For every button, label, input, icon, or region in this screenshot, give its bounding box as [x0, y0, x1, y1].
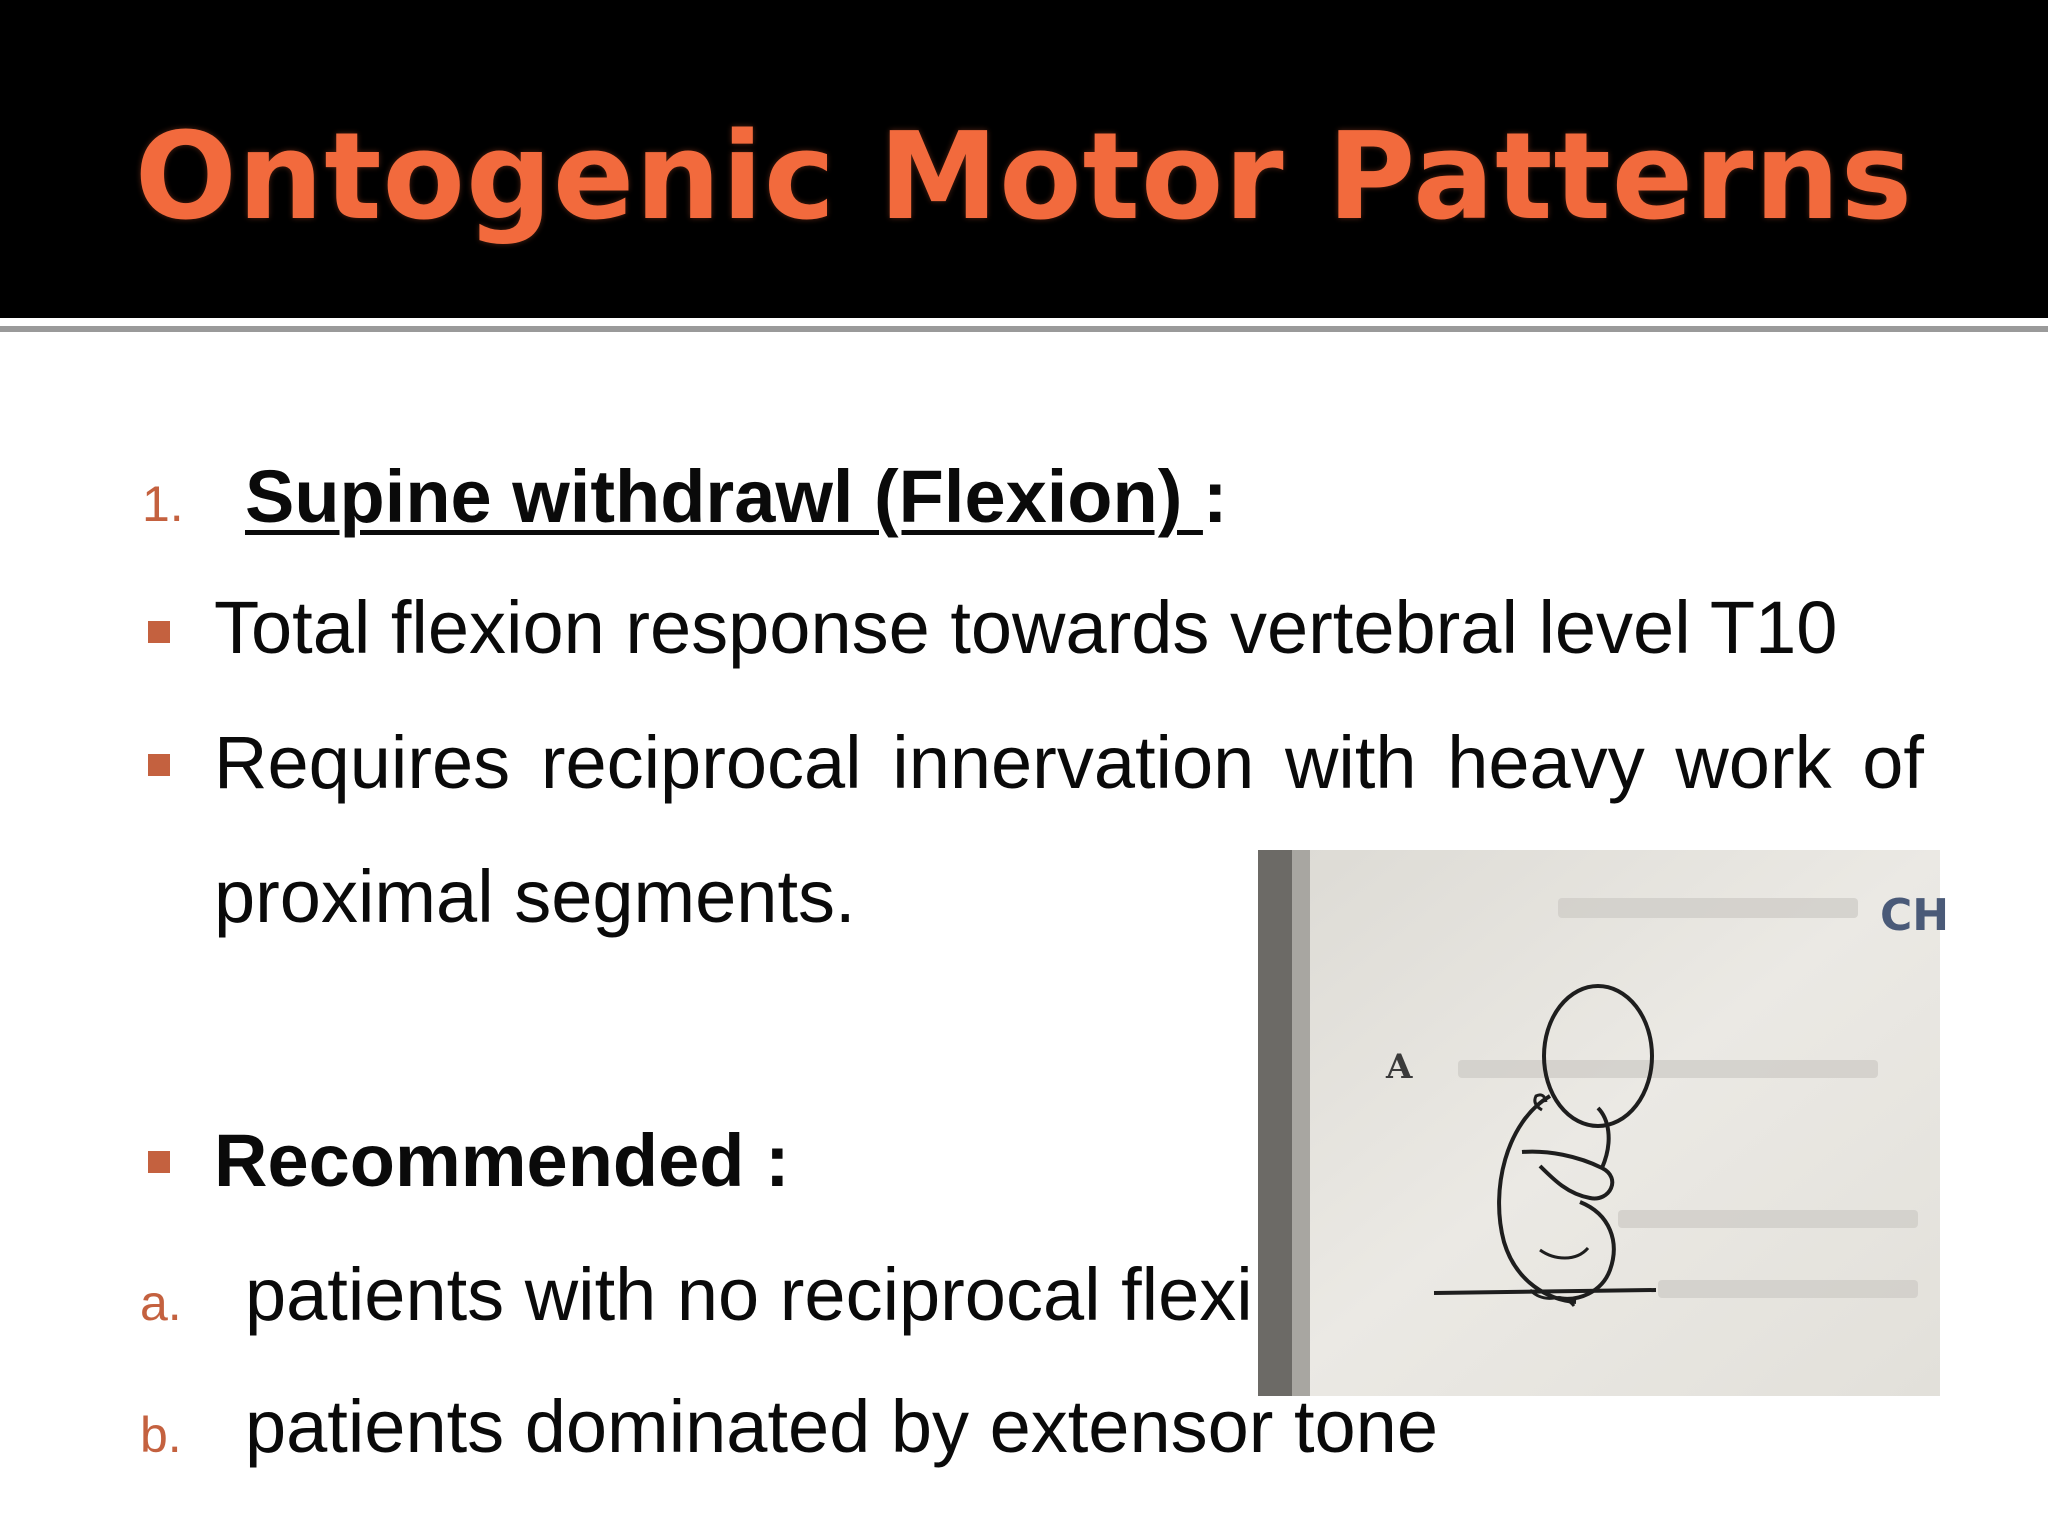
- sub-item-text: patients with no reciprocal flexi: [245, 1253, 1253, 1336]
- list-letter-marker: a.: [140, 1275, 182, 1331]
- item-heading-colon: :: [1202, 455, 1228, 538]
- bullet-text: Total flexion response towards vertebral level T10: [214, 586, 1838, 669]
- infant-flexion-drawing: [1258, 850, 1950, 1396]
- square-bullet-icon: [148, 621, 170, 643]
- slide-title: Ontogenic Motor Patterns: [134, 108, 1914, 247]
- square-bullet-icon: [148, 1151, 170, 1173]
- sub-item-text: patients dominated by extensor tone: [245, 1385, 1438, 1468]
- list-letter-marker: b.: [140, 1407, 182, 1463]
- figure-letter: A: [1386, 1047, 1413, 1087]
- corner-label: CH: [1880, 890, 1950, 941]
- list-number-marker: 1.: [142, 476, 184, 532]
- item-heading: [245, 455, 1228, 538]
- infant-flexion-illustration: [1258, 850, 1950, 1396]
- bullet-text-line-1: Requires reciprocal innervation with heavy work of: [214, 721, 1924, 804]
- bullet-text-line-2: proximal segments.: [214, 855, 856, 938]
- item-heading-text: Supine withdrawl (Flexion): [245, 455, 1203, 538]
- recommended-label: Recommended :: [214, 1119, 790, 1202]
- square-bullet-icon: [148, 754, 170, 776]
